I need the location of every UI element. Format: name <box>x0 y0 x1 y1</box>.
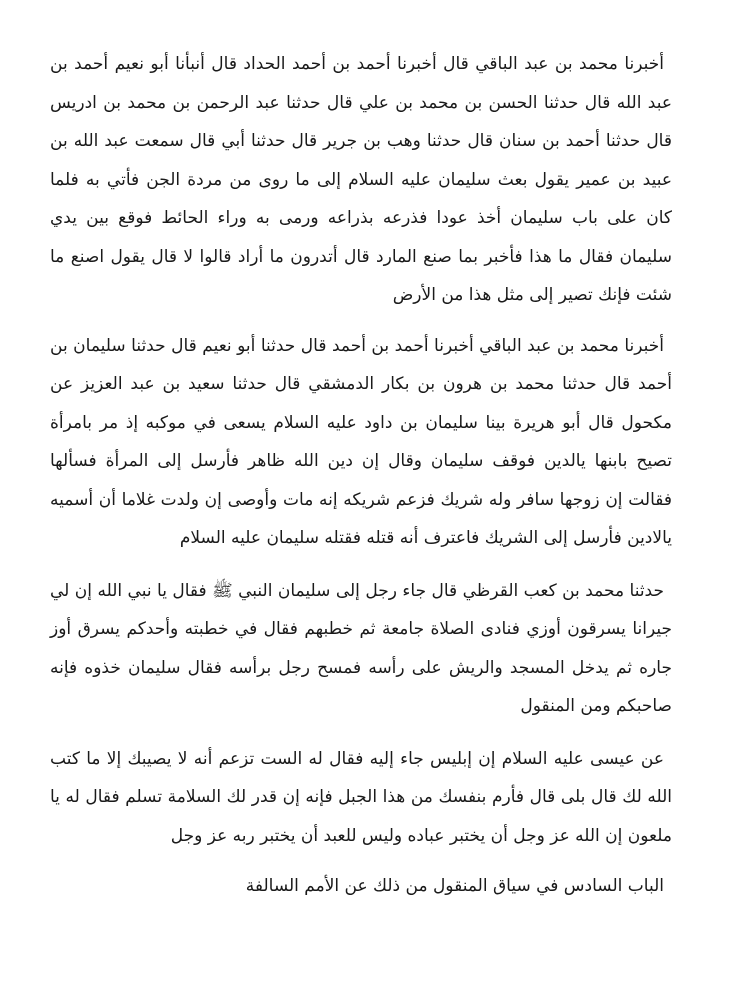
paragraph-3: حدثنا محمد بن كعب القرظي قال جاء رجل إلى سليمان النبي ﷺ فقال يا نبي الله إن لي جيرانا يسرقون أوزي فنادى الصلاة جامعة ثم خطبهم فقال في خطبته وأحدكم يسرق أوز جاره ثم يدخل المسجد والريش على رأسه فمسح رجل برأسه فقال سليمان خذوه فإنه صاحبكم ومن المنقول <box>50 580 672 716</box>
paragraph-1: أخبرنا محمد بن عبد الباقي قال أخبرنا أحمد بن أحمد الحداد قال أنبأنا أبو نعيم أحمد بن عبد الله قال حدثنا الحسن بن محمد بن علي قال حدثنا عبد الرحمن بن محمد بن ادريس قال حدثنا أحمد بن سنان قال حدثنا وهب بن جرير قال حدثنا أبي قال سمعت عبد الله بن عبيد بن عمير يقول بعث سليمان عليه السلام إلى ما روى من مردة الجن فأتي به فلما كان على باب سليمان أخذ عودا فذرعه بذراعه ورمى به وراء الحائط فوقع بين يدي سليمان فقال ما هذا فأخبر بما صنع المارد قال أتدرون ما أراد قالوا لا قال يقول اصنع ما شئت فإنك تصير إلى مثل هذا من الأرض <box>50 54 672 305</box>
paragraph-2: أخبرنا محمد بن عبد الباقي أخبرنا أحمد بن أحمد قال حدثنا أبو نعيم قال حدثنا سليمان بن أحمد قال حدثنا محمد بن هرون بن بكار الدمشقي قال حدثنا سعيد بن عبد العزيز عن مكحول قال أبو هريرة بينا سليمان بن داود عليه السلام يسعى في موكبه إذ مر بامرأة تصيح بابنها يالدين فوقف سليمان وقال إن دين الله ظاهر فأرسل إلى المرأة فسألها فقالت إن زوجها سافر وله شريك فزعم شريكه إنه مات وأوصى إن ولدت غلاما أن أسميه يالادين فأرسل إلى الشريك فاعترف أنه قتله فقتله سليمان عليه السلام <box>50 335 672 548</box>
chapter-heading: الباب السادس في سياق المنقول من ذلك عن الأمم السالفة <box>245 876 664 896</box>
paragraph-4: عن عيسى عليه السلام إن إبليس جاء إليه فقال له الست تزعم أنه لا يصيبك إلا ما كتب الله لك قال بلى قال فأرم بنفسك من هذا الجبل فإنه إن قدر لك السلامة تسلم فقال له يا ملعون إن الله عز وجل أن يختبر عباده وليس للعبد أن يختبر ربه عز وجل <box>50 748 672 846</box>
